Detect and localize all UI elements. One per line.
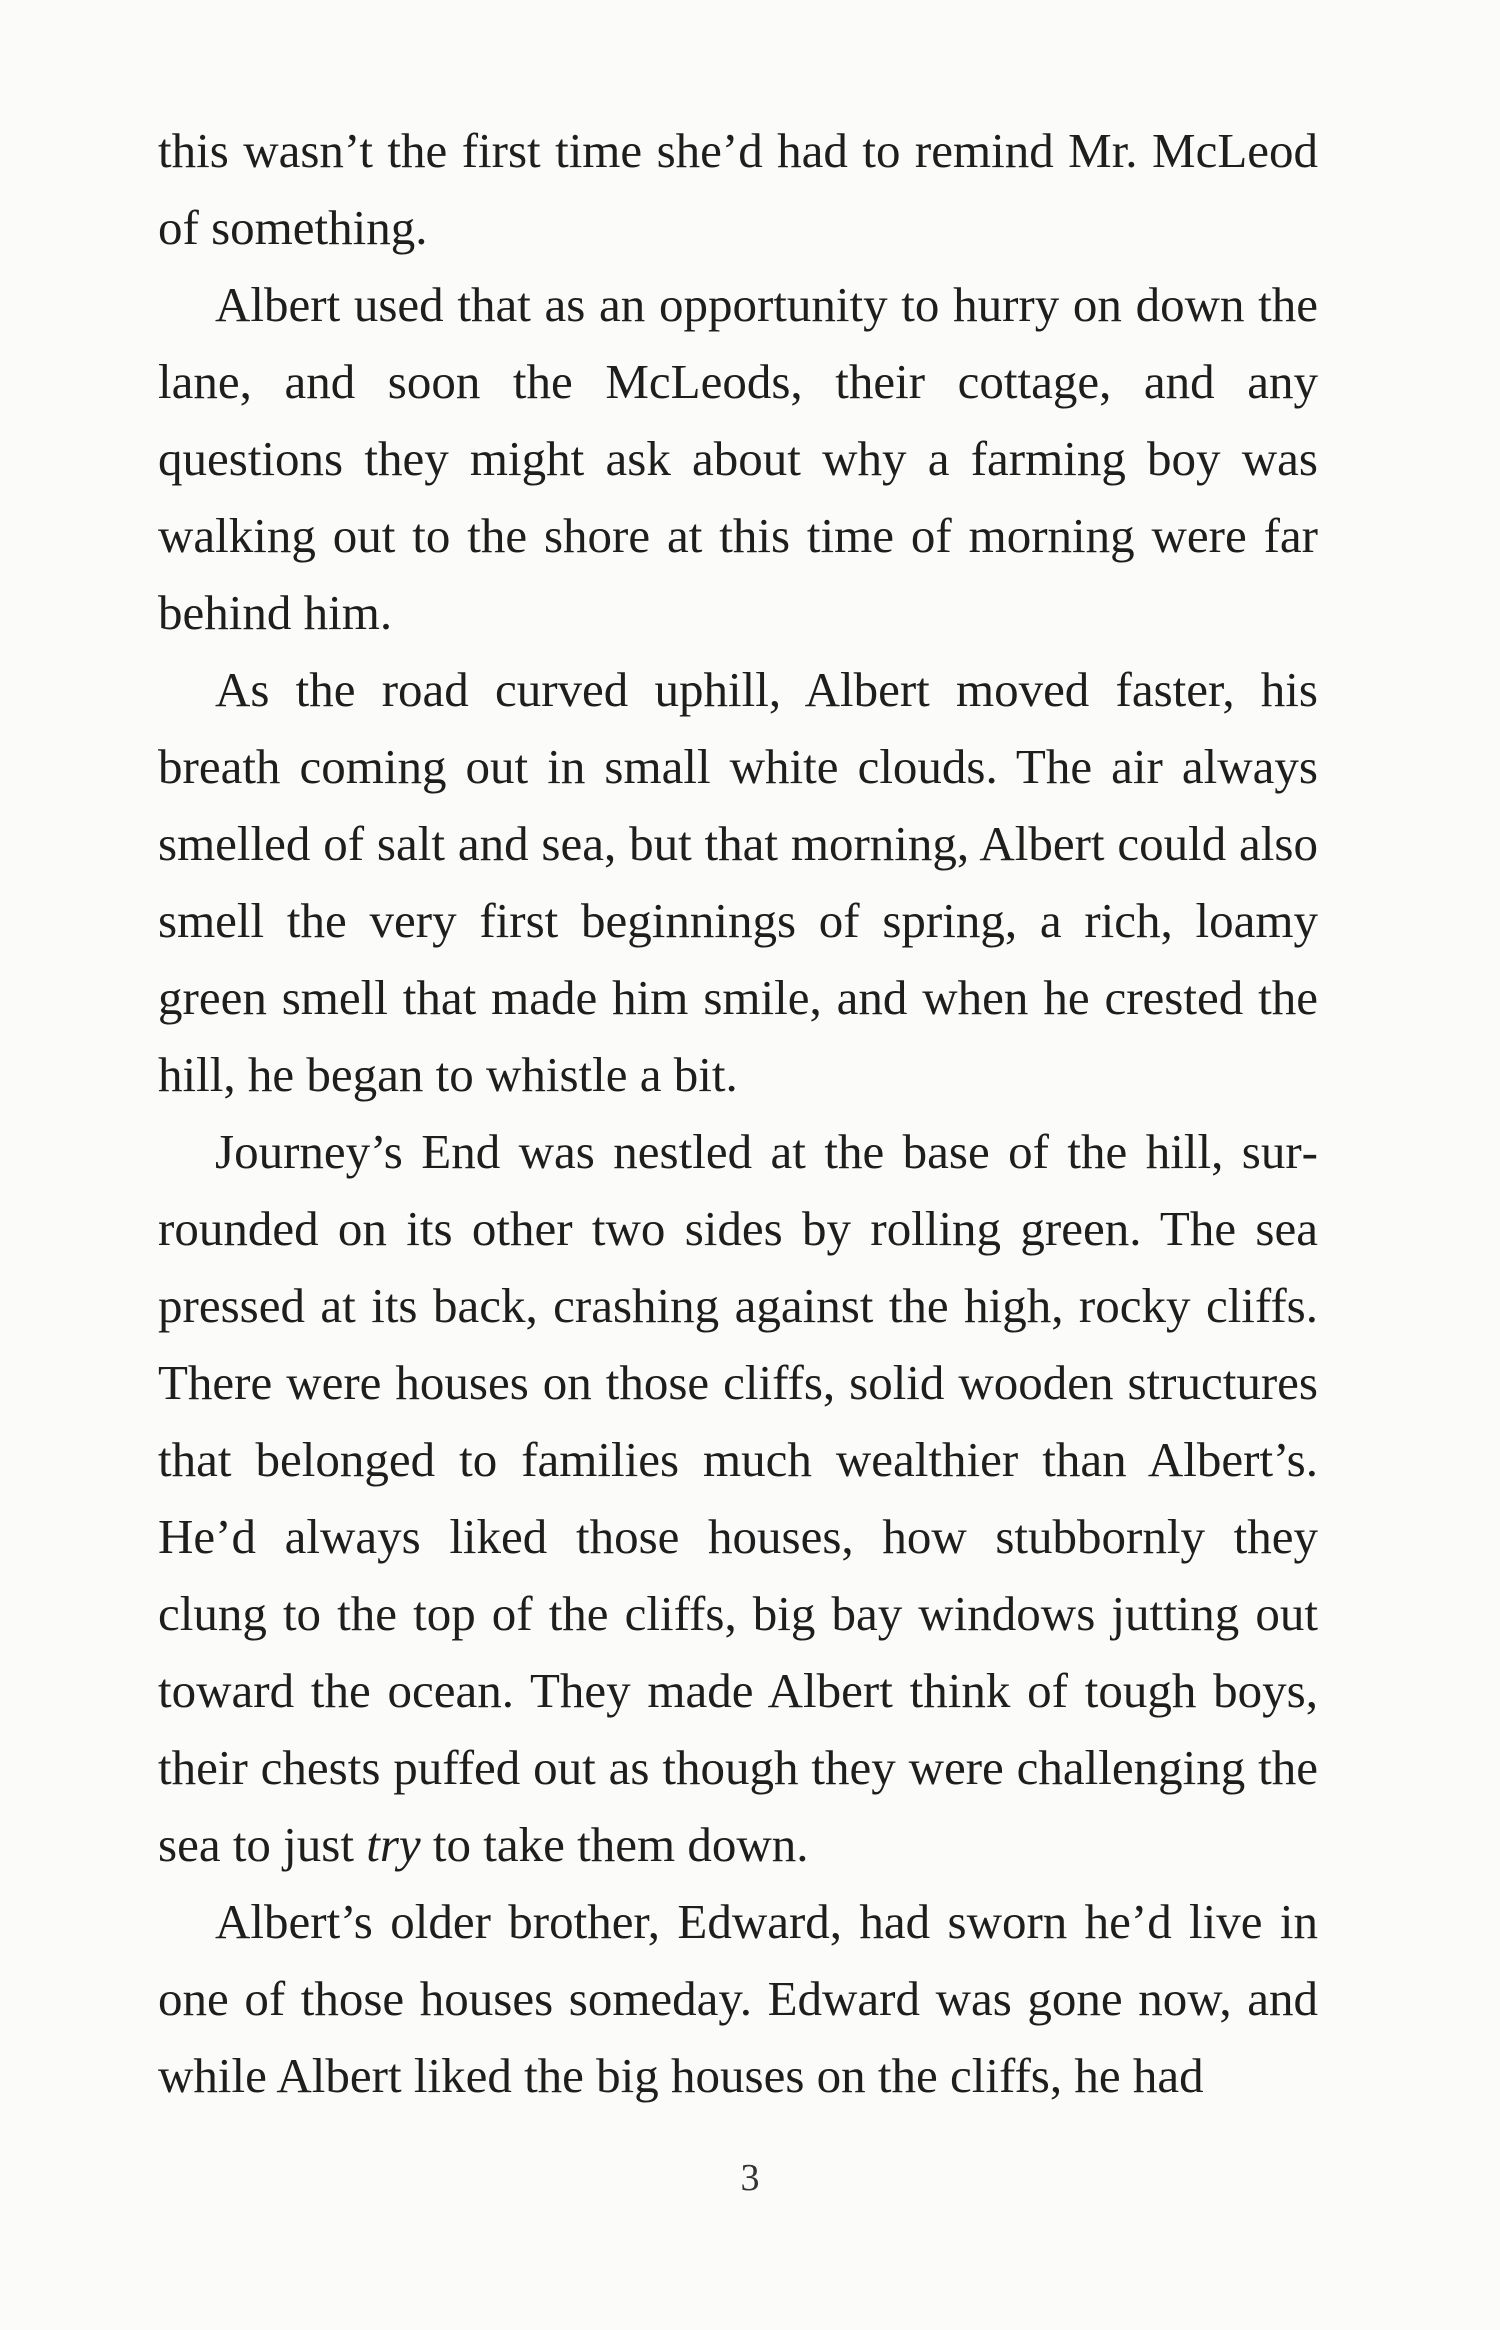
paragraph-4 xyxy=(158,1113,1318,1883)
page-number: 3 xyxy=(740,2157,760,2199)
paragraph-text: Albert used that as an opportunity to hurry on down the lane, and soon the McLeods, their cottage, and any questions they might ask about why a farming boy was walking out to the shore at this time of morning were far behind him. xyxy=(158,277,1318,640)
body-text xyxy=(158,112,1318,2114)
paragraph-text: to take them down. xyxy=(420,1817,809,1872)
paragraph-text: Albert’s older brother, Edward, had sworn he’d live in one of those houses someday. Edward was gone now, and while Albert liked the big houses on the cliffs, he had xyxy=(158,1894,1318,2103)
paragraph-3 xyxy=(158,651,1318,1113)
paragraph-2 xyxy=(158,266,1318,651)
italic-emphasis: try xyxy=(366,1817,421,1872)
paragraph-text: As the road curved uphill, Albert moved faster, his breath coming out in small white clouds. The air always smelled of salt and sea, but that morning, Albert could also smell the very first beginnings of spring, a rich, loamy green smell that made him smile, and when he crested the hill, he began to whistle a bit. xyxy=(158,662,1318,1102)
paragraph-text: Journey’s End was nestled at the base of the hill, surrounded on its other two sides by rolling green. The sea pressed at its back, crashing against the high, rocky cliffs. There were houses on those cliffs, solid wooden structures that belonged to families much wealthier than Albert’s. He’d always liked those houses, how stubbornly they clung to the top of the cliffs, big bay windows jutting out toward the ocean. They made Albert think of tough boys, their chests puffed out as though they were challenging the sea to just xyxy=(158,1124,1318,1872)
paragraph-text: this wasn’t the first time she’d had to remind Mr. McLeod of something. xyxy=(158,123,1318,255)
paragraph-1 xyxy=(158,112,1318,266)
paragraph-5 xyxy=(158,1883,1318,2114)
